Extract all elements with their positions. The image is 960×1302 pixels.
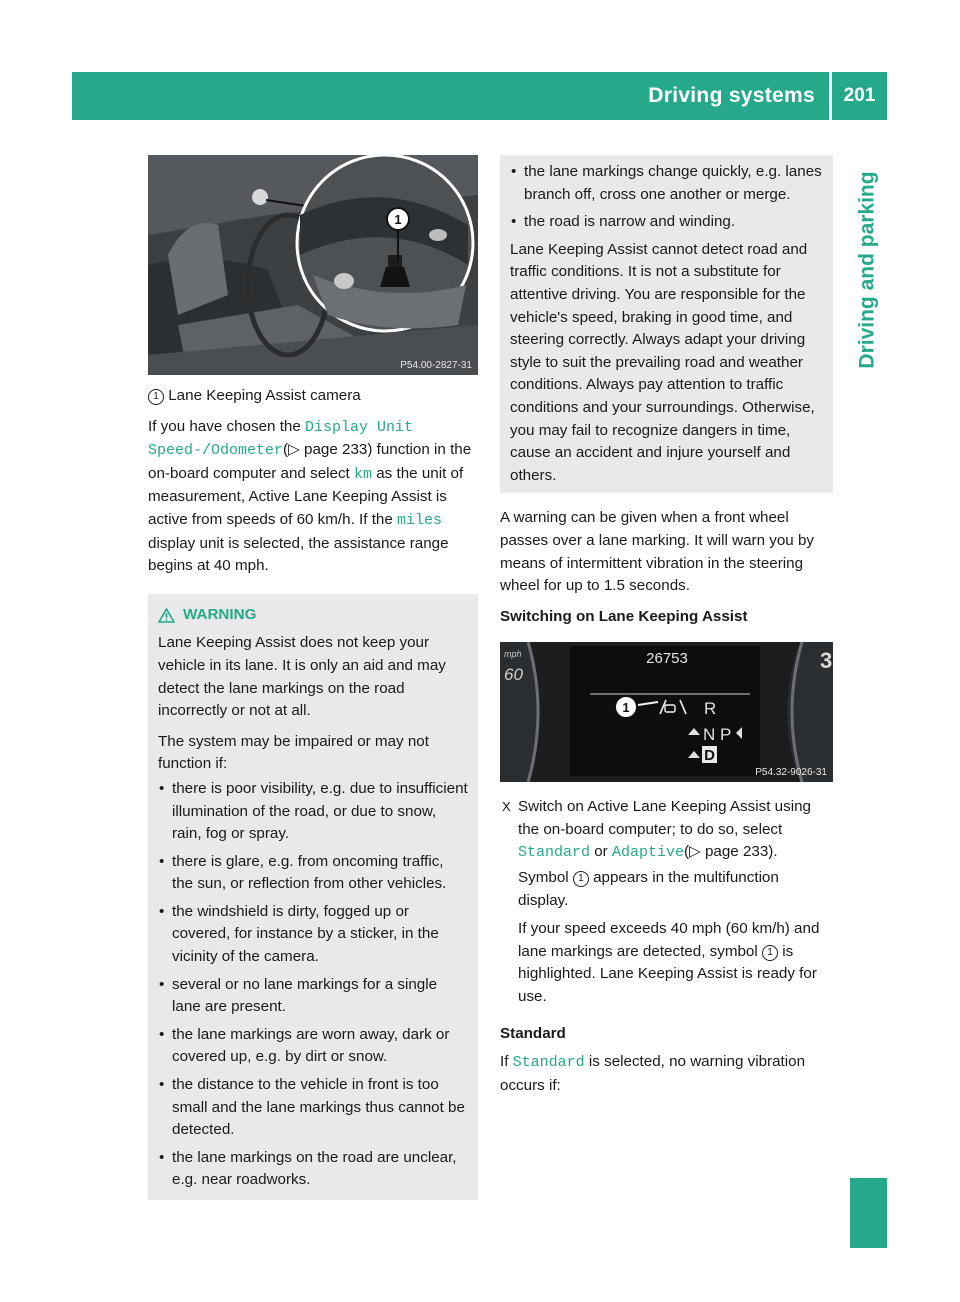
figure1-code: P54.00-2827-31 <box>400 360 472 371</box>
callout-1: 1 <box>762 945 778 961</box>
list-item: • the lane markings are worn away, dark or covered up, e.g. by dirt or snow. <box>159 1025 450 1066</box>
warning-text-3: Lane Keeping Assist cannot detect road and traffic conditions. It is not a substitute for attentive driving. You are responsible for the vehicle's speed, braking in good time, and steering correctly. Always adapt your driving style to suit the prevailing road and weather conditions. Always pay attention to traffic conditions and your surroundings. Otherwise, you may fail to recognize dangers in time, cause an accident and injure yourself and others. <box>510 240 815 484</box>
switching-heading: Switching on Lane Keeping Assist <box>500 607 748 625</box>
list-item: • the lane markings on the road are unclear, e.g. near roadworks. <box>159 1148 457 1189</box>
list-item: • there is glare, e.g. from oncoming traffic, the sun, or reflection from other vehicles. <box>159 852 447 893</box>
warning-explanation: A warning can be given when a front wheel passes over a lane marking. It will warn you by means of intermittent vibration in the steering wheel for up to 1.5 seconds. <box>500 509 815 595</box>
warning-heading <box>158 604 468 627</box>
menu-display-unit: Display Unit Speed-/Odometer <box>148 418 414 460</box>
camera-illustration <box>148 155 478 375</box>
right-column <box>500 155 833 1097</box>
instrument-display-illustration <box>500 642 833 782</box>
list-item: • the distance to the vehicle in front is too small and the lane markings thus cannot be detected. <box>159 1076 465 1139</box>
page-header <box>72 72 887 120</box>
menu-standard: Standard <box>518 844 591 862</box>
callout-1: 1 <box>148 389 164 405</box>
step-marker-icon: X <box>502 799 511 815</box>
warning-text-1: Lane Keeping Assist does not keep your vehicle in its lane. It is only an aid and may detect the lane markings on the road incorrectly or not at all. <box>158 634 446 720</box>
warning-title: WARNING <box>183 605 257 623</box>
chapter-marker <box>850 1178 887 1248</box>
unit-partial: mph <box>504 649 522 660</box>
list-item: • the windshield is dirty, fogged up or covered, for instance by a sticker, in the vicinity of the camera. <box>159 902 439 966</box>
left-column <box>148 155 478 1200</box>
figure2-code: P54.32-9026-31 <box>755 767 827 779</box>
list-item: • several or no lane markings for a single lane are present. <box>159 975 438 1016</box>
gear-d: D <box>704 747 715 765</box>
unit-miles: miles <box>397 511 443 529</box>
warning-list-continued <box>510 161 825 234</box>
section-title: Driving systems <box>648 83 815 107</box>
camera-figure <box>148 155 478 375</box>
speed-partial: 60 <box>504 665 523 685</box>
chapter-side-tab <box>850 120 887 420</box>
gear-np: N P <box>703 725 732 745</box>
unit-km: km <box>354 465 373 483</box>
page-number: 201 <box>843 84 876 106</box>
warning-box-continued <box>500 155 833 493</box>
page-ref-arrow: ▷ <box>689 843 701 861</box>
warning-list <box>158 778 468 1192</box>
list-item: • the road is narrow and winding. <box>511 213 736 231</box>
list-item: • there is poor visibility, e.g. due to insufficient illumination of the road, or due to snow, rain, fog or spray. <box>159 779 468 843</box>
page-ref-arrow: ▷ <box>288 441 300 459</box>
gauge-partial: 3 <box>820 648 833 674</box>
chapter-label: Driving and parking <box>855 171 879 369</box>
caption-text: Lane Keeping Assist camera <box>168 387 361 404</box>
warning-triangle-icon <box>158 608 175 623</box>
warning-text-2: The system may be impaired or may not function if: <box>158 732 429 773</box>
warning-box <box>148 594 478 1200</box>
standard-paragraph: If Standard is selected, no warning vibration occurs if: <box>500 1053 806 1094</box>
display-figure <box>500 642 833 782</box>
odometer-reading: 26753 <box>646 650 688 668</box>
figure1-caption <box>148 385 478 408</box>
intro-paragraph: If you have chosen the Display Unit Speed-/Odometer(▷ page 233) function in the on-board computer and select km as the unit of measurement, Active Lane Keeping Assist is active from speeds of 60 km/h. If the miles display unit is selected, the assistance range begins at 40 mph. <box>148 417 472 575</box>
figure2-callout: 1 <box>622 700 630 716</box>
menu-adaptive: Adaptive <box>611 844 684 862</box>
standard-heading: Standard <box>500 1024 566 1042</box>
menu-standard: Standard <box>512 1054 585 1072</box>
instruction-step: X Switch on Active Lane Keeping Assist using the on-board computer; to do so, select Standard or Adaptive(▷ page 233). Symbol 1 appears in the multifunction display. If your speed exceeds 40 mph (60 km/h) and lane markings are detected, symbol 1 is highlighted. Lane Keeping Assist is ready for use. <box>502 798 820 1006</box>
figure1-callout: 1 <box>394 212 402 227</box>
list-item: • the lane markings change quickly, e.g. lanes branch off, cross one another or merge. <box>511 163 822 203</box>
callout-1: 1 <box>573 871 589 887</box>
gear-r: R <box>704 699 717 719</box>
